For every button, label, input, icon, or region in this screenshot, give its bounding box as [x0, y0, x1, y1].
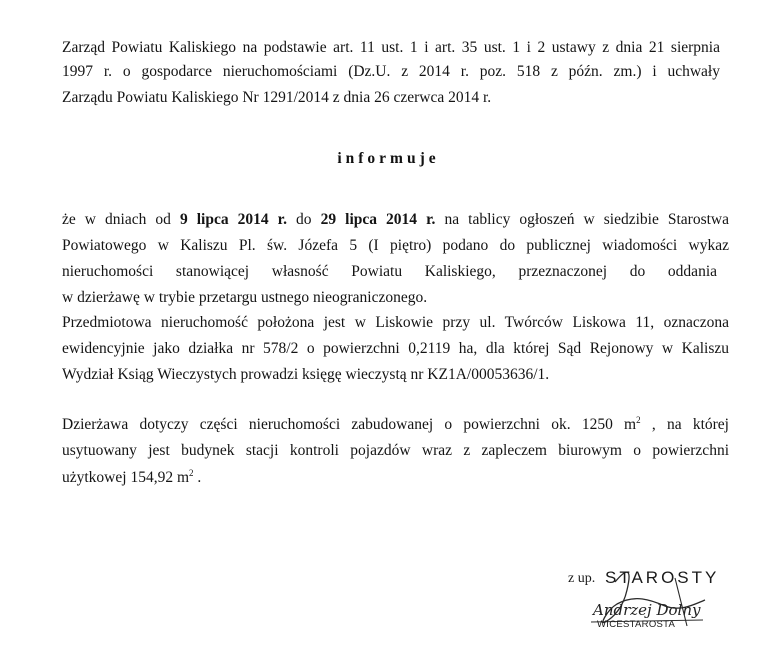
- heading-informuje: informuje: [337, 150, 440, 167]
- superscript-2: 2: [636, 415, 641, 425]
- para1-post: na tablicy ogłoszeń w siedzibie Starostwa: [435, 211, 730, 228]
- stamp-name: Andrzej Dolny: [593, 601, 701, 619]
- signature-stamp: [555, 560, 755, 650]
- para1-line-1: [62, 210, 729, 230]
- intro-line-2: 1997 r. o gospodarce nieruchomościami (Dz.U. z 2014 r. poz. 518 z późn. zm.) i uchwały: [62, 63, 720, 80]
- para3-line-3-text: użytkowej 154,92 m: [62, 469, 189, 486]
- para1-line-2: Powiatowego w Kaliszu Pl. św. Józefa 5 (I piętro) podano do publicznej wiadomości wykaz: [62, 237, 729, 254]
- stamp-role: WICESTAROSTA: [597, 619, 676, 630]
- intro-line-3: Zarządu Powiatu Kaliskiego Nr 1291/2014 z dnia 26 czerwca 2014 r.: [62, 89, 492, 106]
- para2-line-2: ewidencyjnie jako działka nr 578/2 o powierzchni 0,2119 ha, dla której Sąd Rejonowy w Kaliszu: [62, 340, 729, 357]
- para3-line-1-tail: , na której: [640, 416, 729, 433]
- para3-line-2: usytuowany jest budynek stacji kontroli pojazdów wraz z zapleczem biurowym o powierzchni: [62, 442, 729, 459]
- para2-line-3: Wydział Ksiąg Wieczystych prowadzi księgę wieczystą nr KZ1A/00053636/1.: [62, 366, 550, 383]
- para1-mid: do: [287, 211, 321, 228]
- para1-date-to: 29 lipca 2014 r.: [320, 211, 436, 228]
- para3-line-1-text: Dzierżawa dotyczy części nieruchomości zabudowanej o powierzchni ok. 1250 m: [62, 416, 637, 433]
- para3-line-3: [62, 468, 201, 488]
- intro-line-1: Zarząd Powiatu Kaliskiego na podstawie art. 11 ust. 1 i art. 35 ust. 1 i 2 ustawy z dnia 21 sierpnia: [62, 39, 720, 56]
- para1-line-3: nieruchomości stanowiącej własność Powiatu Kaliskiego, przeznaczonej do oddania: [62, 263, 717, 280]
- superscript-2: 2: [189, 468, 194, 478]
- stamp-office: STAROSTY: [605, 568, 720, 587]
- para1-line-4: w dzierżawę w trybie przetargu ustnego nieograniczonego.: [62, 289, 428, 306]
- para2-line-1: Przedmiotowa nieruchomość położona jest w Liskowie przy ul. Twórców Liskowa 11, oznaczona: [62, 314, 729, 331]
- para3-line-3-tail: .: [193, 469, 202, 486]
- stamp-zup: z up.: [568, 571, 596, 586]
- para3-line-1: [62, 415, 729, 435]
- para1-pre: że w dniach od: [62, 211, 180, 228]
- para1-date-from: 9 lipca 2014 r.: [179, 211, 288, 228]
